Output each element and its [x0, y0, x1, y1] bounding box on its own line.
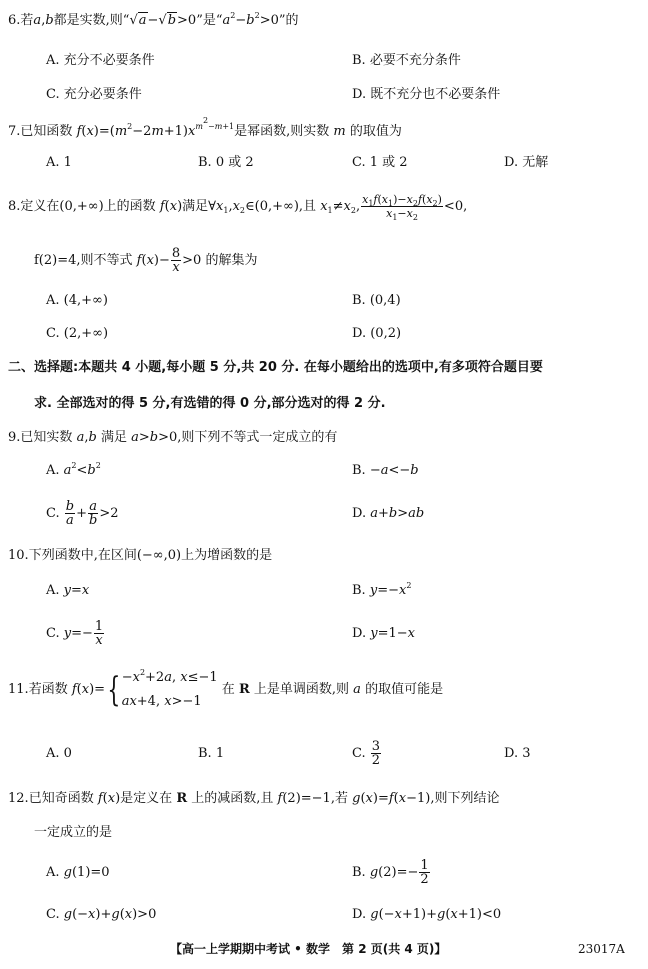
q8-option-d[interactable]: D. (0,2): [352, 326, 402, 341]
q8-option-c[interactable]: C. (2,+∞): [46, 326, 109, 341]
q11-option-d[interactable]: D. 3: [504, 746, 531, 761]
q10-stem: 10.下列函数中,在区间(−∞,0)上为增函数的是: [8, 548, 273, 563]
q8-option-b[interactable]: B. (0,4): [352, 293, 401, 308]
q6-option-c[interactable]: C. 充分必要条件: [46, 87, 142, 102]
q9-option-b[interactable]: B. −a<−b: [352, 463, 419, 478]
q10-option-a[interactable]: A. y=x: [46, 583, 90, 598]
q11-stem: 11.若函数 f(x)={ $-x^2+2a$, x≤−1 ax+4, x>−1 在 R 上是单调函数,则 a 的取值可能是: [8, 667, 444, 710]
exam-code: 23017A: [578, 942, 625, 956]
q7-option-a[interactable]: A. 1: [46, 155, 72, 170]
q7-stem: 7.已知函数 $f(x)=(m^2-2m+1)x^{m^2-m+1}$是幂函数,则实数 m 的取值为: [8, 116, 402, 139]
q12-stem: 12.已知奇函数 f(x)是定义在 R 上的减函数,且 f(2)=−1,若 g(x)=f(x−1),则下列结论: [8, 791, 500, 806]
q6-option-d[interactable]: D. 既不充分也不必要条件: [352, 87, 501, 102]
q9-option-d[interactable]: D. a+b>ab: [352, 506, 425, 521]
q8-option-a[interactable]: A. (4,+∞): [46, 293, 108, 308]
q7-option-d[interactable]: D. 无解: [504, 155, 549, 170]
q8-stem: 8.定义在(0,+∞)上的函数 f(x)满足$\forall x_1,x_2\in(0,+\infty)$,且 $x_1\ne x_2$, $\frac{x_1f(x_1)-x_2f(x_2)}{x_1-x_2}$ <0,: [8, 193, 468, 222]
q9-stem: 9.已知实数 a,b 满足 a>b>0,则下列不等式一定成立的有: [8, 430, 338, 445]
q11-option-c[interactable]: C. $\frac{3}{2}$: [352, 739, 381, 768]
q12-option-b[interactable]: B. g(2)=− $\frac{1}{2}$: [352, 858, 429, 887]
section2-heading-line2: 求. 全部选对的得 5 分,有选错的得 0 分,部分选对的得 2 分.: [34, 396, 386, 411]
q11-option-b[interactable]: B. 1: [198, 746, 225, 761]
q12-option-c[interactable]: C. g(−x)+g(x)>0: [46, 907, 157, 922]
q7-option-b[interactable]: B. 0 或 2: [198, 155, 254, 170]
q6-option-a[interactable]: A. 充分不必要条件: [46, 53, 155, 68]
q10-option-c[interactable]: C. y=− $\frac{1}{x}$: [46, 619, 104, 648]
q10-option-b[interactable]: B. $y=-x^2$: [352, 581, 412, 598]
q9-option-c[interactable]: C. $\frac{b}{a}$ + $\frac{a}{b}$ >2: [46, 499, 119, 528]
q9-option-a[interactable]: A. $a^2<b^2$: [46, 461, 101, 478]
q10-option-d[interactable]: D. y=1−x: [352, 626, 415, 641]
section2-heading: 二、选择题:本题共 4 小题,每小题 5 分,共 20 分. 在每小题给出的选项中,有多项符合题目要: [8, 360, 543, 375]
q11-option-a[interactable]: A. 0: [46, 746, 72, 761]
q6-option-b[interactable]: B. 必要不充分条件: [352, 53, 461, 68]
q12-option-a[interactable]: A. g(1)=0: [46, 865, 110, 880]
q12-option-d[interactable]: D. g(−x+1)+g(x+1)<0: [352, 907, 502, 922]
q7-option-c[interactable]: C. 1 或 2: [352, 155, 408, 170]
page-footer-title: 【高一上学期期中考试 • 数学 第 2 页(共 4 页)】: [170, 942, 447, 956]
q12-stem-line2: 一定成立的是: [34, 825, 113, 840]
q6-stem: 6.若a,b都是实数,则“√a−√b>0”是“$a^2-b^2>0$”的: [8, 11, 299, 28]
q8-stem-line2: f(2)=4,则不等式 f(x)− $\frac{8}{x}$ >0 的解集为: [34, 246, 258, 275]
